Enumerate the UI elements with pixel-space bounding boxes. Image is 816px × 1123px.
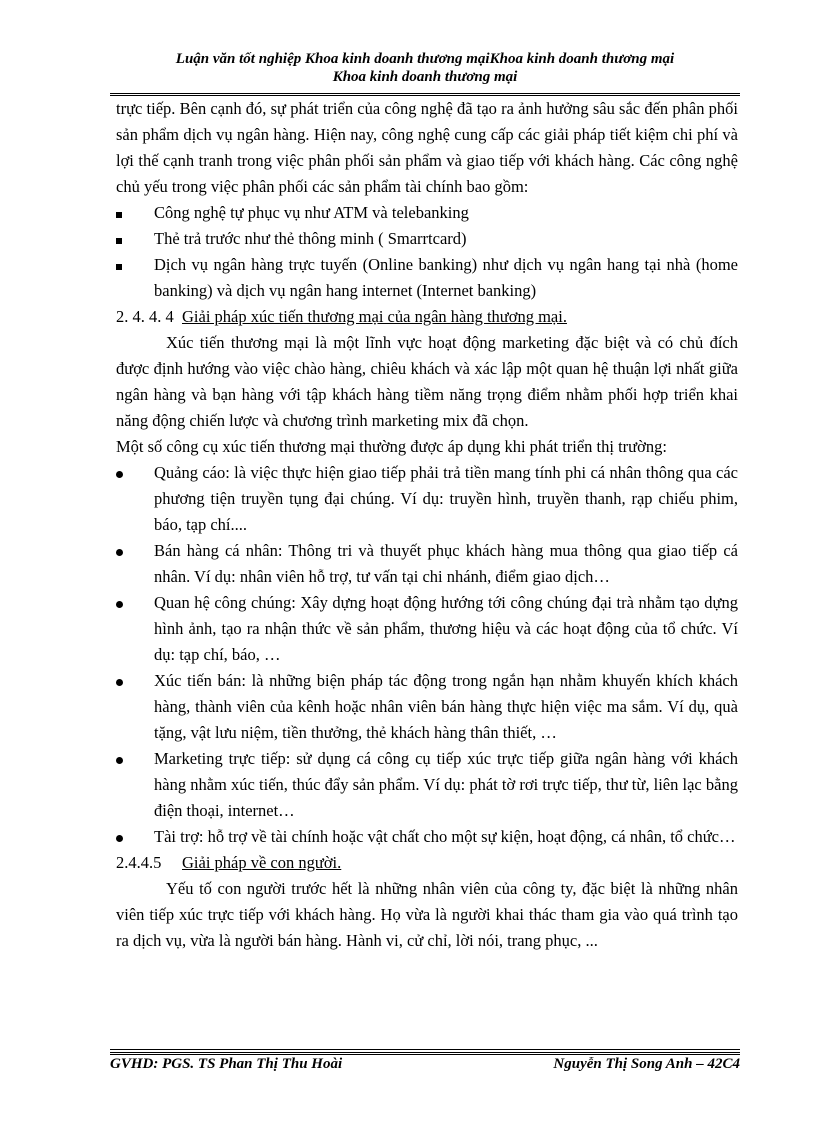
square-bullet-icon — [116, 226, 122, 252]
list-item: Xúc tiến bán: là những biện pháp tác động trong ngắn hạn nhằm khuyến khích khách hàng, thành viên của kênh hoặc nhân viên bán hàng thực hiện việc ma sắm. Ví dụ, quà tặng, vật lưu niệm, tiền thưởng, thẻ khách hàng thân thiết, … — [116, 668, 738, 746]
square-bullet-icon — [116, 200, 122, 226]
paragraph-promotion: Xúc tiến thương mại là một lĩnh vực hoạt động marketing đặc biệt và có chủ đích được định hướng vào việc chào hàng, chiêu khách và xác lập một quan hệ thuận lợi nhất giữa ngân hàng và bạn hàng với tập khách hàng tiềm năng trọng điểm nhằm phối hợp triển khai năng động chiến lược và chương trình marketing mix đã chọn. — [116, 333, 738, 430]
list-item: Công nghệ tự phục vụ như ATM và telebanking — [116, 200, 738, 226]
paragraph-tools-intro: Một số công cụ xúc tiến thương mại thường được áp dụng khi phát triển thị trường: — [116, 437, 667, 456]
list-item: Quảng cáo: là việc thực hiện giao tiếp phải trả tiền mang tính phi cá nhân thông qua các phương tiện truyền tụng đại chúng. Ví dụ: truyền hình, truyền thanh, rạp chiếu phim, báo, tạp chí.... — [116, 460, 738, 538]
paragraph-intro: trực tiếp. Bên cạnh đó, sự phát triển của công nghệ đã tạo ra ảnh hưởng sâu sắc đến phân phối sản phẩm dịch vụ ngân hàng. Hiện nay, công nghệ cung cấp các giải pháp tiết kiệm chi phí và lợi thế cạnh tranh trong việc phân phối sản phẩm và giao tiếp với khách hàng. Các công nghệ chủ yếu trong việc phân phối các sản phẩm tài chính bao gồm: — [116, 99, 738, 196]
section-title: Giải pháp về con người. — [182, 853, 342, 872]
round-bullet-icon — [116, 746, 123, 772]
section-heading-2444 — [116, 304, 738, 330]
section-heading-2445 — [116, 850, 738, 876]
round-bullet-icon — [116, 668, 123, 694]
list-item: Quan hệ công chúng: Xây dựng hoạt động hướng tới công chúng đại trà nhằm tạo dựng hình ảnh, tạo ra nhận thức về sản phẩm, thương hiệu và các hoạt động của tổ chức. Ví dụ: tạp chí, báo, … — [116, 590, 738, 668]
tools-list — [116, 460, 738, 850]
list-item: Thẻ trả trước như thẻ thông minh ( Smarrtcard) — [116, 226, 738, 252]
page-content — [116, 96, 738, 954]
header-line-2: Khoa kinh doanh thương mại — [332, 69, 518, 85]
footer-author: Nguyễn Thị Song Anh – 42C4 — [553, 1056, 740, 1072]
section-number: 2.4.4.5 — [116, 853, 162, 872]
square-bullet-icon — [116, 252, 122, 278]
round-bullet-icon — [116, 824, 123, 850]
list-item: Marketing trực tiếp: sử dụng cá công cụ tiếp xúc trực tiếp giữa ngân hàng với khách hàng nhằm xúc tiến, thúc đẩy sản phẩm. Ví dụ: phát tờ rơi trực tiếp, thư từ, liên lạc bằng điện thoại, internet… — [116, 746, 738, 824]
header-line-1: Luận văn tốt nghiệp Khoa kinh doanh thương mạiKhoa kinh doanh thương mại — [175, 51, 675, 67]
section-title: Giải pháp xúc tiến thương mại của ngân hàng thương mại. — [182, 307, 567, 326]
section-number: 2. 4. 4. 4 — [116, 307, 174, 326]
round-bullet-icon — [116, 590, 123, 616]
paragraph-people: Yếu tố con người trước hết là những nhân viên của công ty, đặc biệt là những nhân viên tiếp xúc trực tiếp với khách hàng. Họ vừa là người khai thác tham gia vào quá trình tạo ra dịch vụ, vừa là người bán hàng. Hành vi, cử chỉ, lời nói, trang phục, ... — [116, 879, 738, 950]
tech-list — [116, 200, 738, 304]
list-item: Bán hàng cá nhân: Thông tri và thuyết phục khách hàng mua thông qua giao tiếp cá nhân. Ví dụ: nhân viên hỗ trợ, tư vấn tại chi nhánh, điểm giao dịch… — [116, 538, 738, 590]
list-item: Tài trợ: hỗ trợ về tài chính hoặc vật chất cho một sự kiện, hoạt động, cá nhân, tổ chức… — [116, 824, 738, 850]
footer-supervisor: GVHD: PGS. TS Phan Thị Thu Hoài — [110, 1056, 343, 1072]
list-item: Dịch vụ ngân hàng trực tuyến (Online banking) như dịch vụ ngân hang tại nhà (home banking) và dịch vụ ngân hang internet (Internet banking) — [116, 252, 738, 304]
footer-rule — [110, 1049, 740, 1055]
round-bullet-icon — [116, 460, 123, 486]
page-header — [110, 50, 740, 86]
round-bullet-icon — [116, 538, 123, 564]
